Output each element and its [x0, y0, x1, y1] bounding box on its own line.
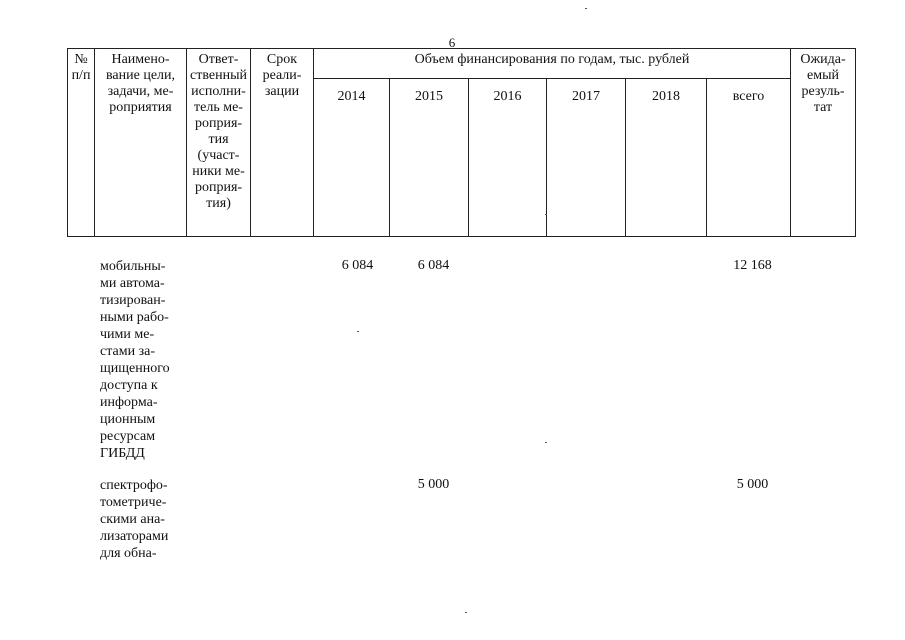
header-responsible: Ответ- ственный исполни- тель ме- роприя- тия (участ- ники ме- роприя- тия) — [187, 49, 251, 237]
header-year-2014: 2014 — [314, 79, 390, 237]
header-year-total: всего — [707, 79, 791, 237]
row-1-value-total: 12 168 — [733, 258, 772, 273]
row-2-value-total: 5 000 — [736, 477, 769, 492]
header-year-2018: 2018 — [626, 79, 707, 237]
header-name: Наимено- вание цели, задачи, ме- роприятия — [95, 49, 187, 237]
row-1-name: мобильны- ми автома- тизирован- ными рабо- чими ме- стами за- щищенного доступа к информа- ционным ресурсам ГИБДД — [100, 259, 170, 461]
header-term: Срок реали- зации — [251, 49, 314, 237]
row-1-value-2015: 6 084 — [417, 258, 450, 273]
row-2-value-2015: 5 000 — [417, 477, 450, 492]
header-year-2017: 2017 — [547, 79, 626, 237]
page-number: 6 — [448, 35, 456, 50]
header-funding: Объем финансирования по годам, тыс. рублей — [314, 49, 791, 79]
header-year-2016: 2016 — [469, 79, 547, 237]
scan-speck — [465, 612, 467, 613]
scan-speck — [545, 214, 547, 215]
header-year-2015: 2015 — [390, 79, 469, 237]
header-result: Ожида- емый резуль- тат — [791, 49, 856, 237]
row-2-name: спектрофо- тометриче- скими ана- лизаторами для обна- — [100, 478, 169, 561]
funding-table-header — [67, 48, 856, 237]
row-1-value-2014: 6 084 — [341, 258, 374, 273]
header-number: № п/п — [68, 49, 95, 237]
scan-speck — [357, 331, 359, 332]
scan-speck — [545, 442, 547, 443]
scan-speck — [585, 8, 587, 9]
